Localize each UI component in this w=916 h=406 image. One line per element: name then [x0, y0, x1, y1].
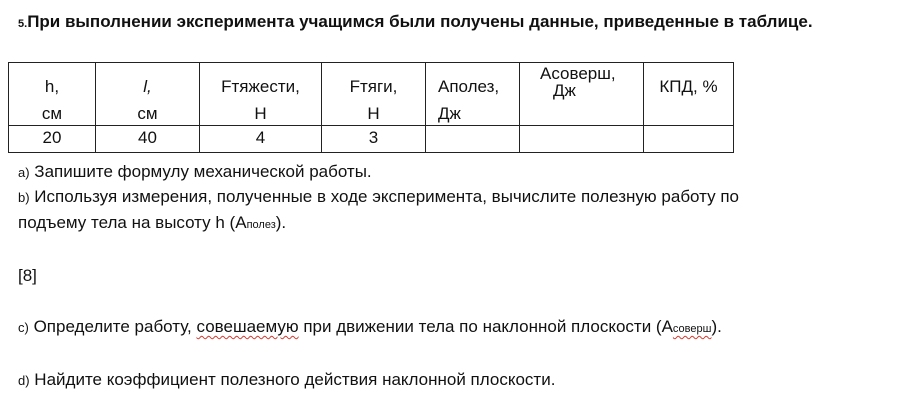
- question-c-subscript: соверш: [672, 323, 712, 335]
- header-f-gravity-line1: Fтяжести,: [221, 77, 300, 96]
- cell-l: 40: [96, 126, 200, 153]
- header-l: [96, 63, 200, 126]
- header-h-line1: h,: [44, 77, 60, 96]
- data-table: [8, 62, 734, 153]
- header-f-pull-line2: Н: [367, 104, 380, 123]
- task-title: [18, 12, 813, 32]
- cell-h: 20: [9, 126, 96, 153]
- header-h: [9, 63, 96, 126]
- question-b-line1: [18, 187, 739, 207]
- header-f-pull-line1: Fтяги,: [349, 77, 398, 96]
- task-title-text: При выполнении эксперимента учащимся были получены данные, приведенные в таблице.: [27, 12, 813, 31]
- table-header-row: [9, 63, 734, 126]
- task-number: 5.: [18, 18, 28, 30]
- score: [8]: [18, 266, 37, 285]
- header-efficiency-line1: КПД, %: [659, 77, 718, 96]
- question-a-label: a): [18, 165, 30, 180]
- question-c: c) Определите работу, совешаемую при движении тела по наклонной плоскости (Асоверш).: [18, 317, 722, 336]
- table-row: [9, 126, 734, 153]
- header-f-gravity: [200, 63, 322, 126]
- question-d: [18, 370, 555, 390]
- header-l-line2: см: [137, 104, 158, 123]
- question-b-line2: подъему тела на высоту h (Аполез).: [18, 213, 287, 232]
- header-f-gravity-line2: Н: [254, 104, 267, 123]
- cell-a-useful: [426, 126, 520, 153]
- cell-f-pull: 3: [322, 126, 426, 153]
- header-a-total-line1: Асоверш,: [540, 64, 616, 83]
- question-b-text-2: подъему тела на высоту h (А: [18, 213, 247, 232]
- question-a-text: Запишите формулу механической работы.: [34, 162, 372, 181]
- question-b-subscript: полез: [246, 219, 276, 231]
- header-a-total-line2: Дж: [553, 81, 576, 100]
- header-h-line2: см: [41, 104, 63, 123]
- header-a-useful: [426, 63, 520, 126]
- header-a-useful-line2: Дж: [438, 104, 461, 123]
- header-a-total: [520, 63, 644, 126]
- header-efficiency: [644, 63, 734, 126]
- header-f-pull: [322, 63, 426, 126]
- cell-a-total: [520, 126, 644, 153]
- cell-efficiency: [644, 126, 734, 153]
- header-l-line1: l,: [143, 77, 152, 96]
- question-d-text: Найдите коэффициент полезного действия наклонной плоскости.: [34, 370, 556, 389]
- question-c-label: c): [18, 320, 29, 335]
- header-a-useful-line1: Аполез,: [438, 77, 500, 96]
- misspelled-word: совешаемую: [196, 317, 299, 336]
- question-c-text: Определите работу,: [33, 317, 197, 336]
- question-b-text-1: Используя измерения, полученные в ходе эксперимента, вычислите полезную работу по: [34, 187, 739, 206]
- question-a: [18, 162, 372, 182]
- cell-f-gravity: 4: [200, 126, 322, 153]
- question-d-label: d): [18, 373, 30, 388]
- question-b-label: b): [18, 190, 30, 205]
